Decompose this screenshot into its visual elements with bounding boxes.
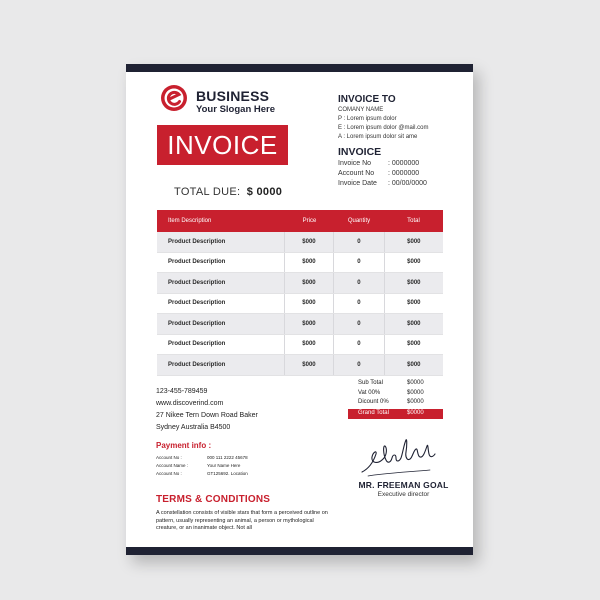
row-total: $000: [384, 232, 443, 252]
company-email: E : Lorem ipsum dolor @mail.com: [338, 125, 429, 131]
row-quantity: 0: [333, 253, 383, 273]
contact-website: www.discoverind.com: [156, 400, 224, 407]
row-description: Product Description: [168, 259, 226, 266]
row-price: $000: [284, 232, 333, 252]
terms-text: A constellation consists of visible stars that form a perceived outline on pattern, usually representing an animal, a person or mythological creature, or an inanimate object. Not all: [156, 510, 328, 531]
row-quantity: 0: [333, 273, 383, 293]
row-quantity: 0: [333, 232, 383, 252]
invoice-info-title: INVOICE: [338, 146, 382, 158]
contact-address-line-1: 27 Nikee Tern Down Road Baker: [156, 412, 258, 419]
table-row: [157, 355, 443, 376]
row-quantity: 0: [333, 294, 383, 314]
company-name: COMANY NAME: [338, 107, 384, 113]
invoice-number-label: Invoice No: [338, 160, 372, 167]
top-band: [126, 64, 473, 72]
payment-value: 000 111 2222 45678: [207, 455, 248, 460]
invoice-date-label: Invoice Date: [338, 180, 377, 187]
row-total: $000: [384, 335, 443, 355]
row-price: $000: [284, 355, 333, 375]
table-row: [157, 294, 443, 315]
terms-title: TERMS & CONDITIONS: [156, 494, 271, 505]
grand-total-label: Grand Total: [358, 410, 389, 416]
payment-label: Account Name :: [156, 463, 189, 468]
discount-value: $0000: [407, 399, 424, 405]
company-address: A : Lorem ipsum dolor sit ame: [338, 134, 418, 140]
payment-label: Account No :: [156, 455, 182, 460]
sub-total-label: Sub Total: [358, 380, 383, 386]
bottom-band: [126, 547, 473, 555]
vat-label: Vat 00%: [358, 390, 381, 396]
payment-value: GT125692. Location: [207, 471, 248, 476]
total-due: [174, 186, 282, 198]
row-price: $000: [284, 314, 333, 334]
invoice-number-value: : 0000000: [388, 160, 420, 167]
signatory-name: MR. FREEMAN GOAL: [358, 480, 449, 490]
row-price: $000: [284, 294, 333, 314]
invoice-date-value: : 00/00/0000: [388, 180, 427, 187]
invoice-to-title: INVOICE TO: [338, 94, 396, 105]
row-total: $000: [384, 294, 443, 314]
row-description: Product Description: [168, 279, 226, 286]
row-total: $000: [384, 314, 443, 334]
signature-image: [356, 432, 446, 482]
grand-total-bar: [348, 409, 443, 419]
row-description: Product Description: [168, 320, 226, 327]
sub-total-value: $0000: [407, 380, 424, 386]
row-quantity: 0: [333, 355, 383, 375]
table-header: [157, 210, 443, 232]
row-price: $000: [284, 335, 333, 355]
items-table: [157, 210, 443, 376]
invoice-date: [338, 180, 427, 187]
table-row: [157, 335, 443, 356]
payment-label: Account No :: [156, 471, 182, 476]
invoice-number: [338, 160, 420, 167]
invoice-sheet: [126, 64, 473, 555]
contact-address-line-2: Sydney Australia B4500: [156, 424, 231, 431]
payment-value: Your Name Here: [207, 463, 241, 468]
business-name: BUSINESS: [196, 88, 270, 104]
row-total: $000: [384, 355, 443, 375]
account-number-value: : 0000000: [388, 170, 420, 177]
row-total: $000: [384, 273, 443, 293]
row-quantity: 0: [333, 314, 383, 334]
contact-phone: 123-455-789459: [156, 388, 208, 395]
payment-info-title: Payment info :: [156, 441, 212, 450]
row-price: $000: [284, 253, 333, 273]
row-description: Product Description: [168, 361, 226, 368]
signatory-role: Executive director: [377, 491, 430, 498]
row-description: Product Description: [168, 341, 226, 348]
total-due-label: TOTAL DUE:: [174, 186, 241, 198]
e-logo-icon: [160, 84, 188, 112]
company-phone: P : Lorem ipsum dolor: [338, 116, 397, 122]
payment-row: [156, 455, 248, 460]
row-total: $000: [384, 253, 443, 273]
vat-value: $0000: [407, 390, 424, 396]
table-row: [157, 314, 443, 335]
row-description: Product Description: [168, 238, 226, 245]
business-slogan: Your Slogan Here: [196, 104, 276, 115]
payment-row: [156, 471, 248, 476]
table-row: [157, 232, 443, 253]
header-total: Total: [407, 218, 420, 224]
table-row: [157, 273, 443, 294]
header-item-description: Item Description: [168, 218, 212, 224]
table-row: [157, 253, 443, 274]
discount-label: Dicount 0%: [358, 399, 389, 405]
total-due-value: $ 0000: [246, 186, 283, 198]
row-quantity: 0: [333, 335, 383, 355]
account-number-label: Account No: [338, 170, 375, 177]
payment-row: [156, 463, 241, 468]
row-description: Product Description: [168, 300, 226, 307]
row-price: $000: [284, 273, 333, 293]
account-number: [338, 170, 420, 177]
header-price: Price: [302, 218, 317, 224]
header-quantity: Quantity: [347, 218, 371, 224]
invoice-banner: INVOICE: [157, 125, 288, 165]
grand-total-value: $0000: [407, 410, 424, 416]
